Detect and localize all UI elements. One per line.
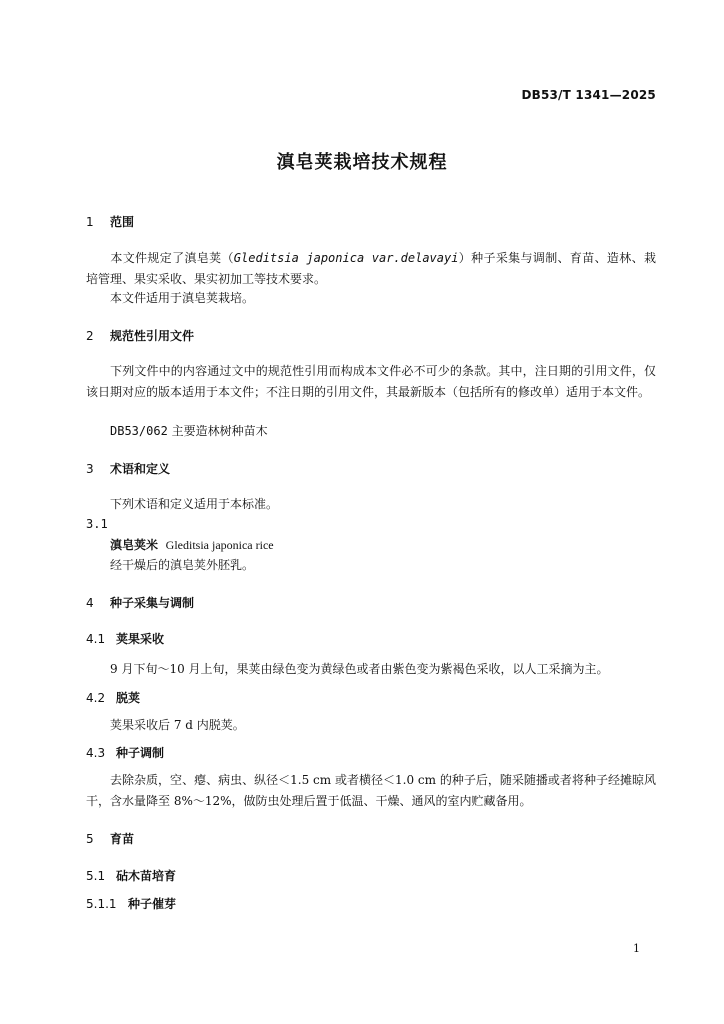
term-english: Gleditsia japonica rice (165, 538, 274, 552)
section-2-heading (86, 327, 194, 344)
section-5-1-heading (86, 867, 176, 884)
subsection-title: 种子催芽 (128, 897, 177, 911)
normative-text: 下列文件中的内容通过文中的规范性引用而构成本文件必不可少的条款。其中，注日期的引用文件，仅该日期对应的版本适用于本文件；不注日期的引用文件，其最新版本（包括所有的修改单）适用于本文件。 (86, 364, 656, 399)
subsection-title: 砧木苗培育 (116, 869, 177, 883)
reference-code: DB53/062 (110, 424, 168, 438)
subsection-title: 荚果采收 (116, 632, 165, 646)
subsection-number: 4.2 (86, 691, 106, 705)
subsection-title: 脱荚 (116, 691, 141, 705)
section-title: 种子采集与调制 (110, 596, 195, 610)
terms-intro: 下列术语和定义适用于本标准。 (110, 497, 279, 511)
scope-paragraph (86, 248, 656, 290)
section-number: 3 (86, 462, 94, 476)
term-chinese: 滇皂荚米 (110, 538, 159, 552)
scope-text-a: 本文件规定了滇皂荚（ (110, 251, 234, 265)
reference-name: 主要造林树种苗木 (171, 424, 268, 438)
section-4-heading (86, 594, 194, 611)
section-5-heading (86, 830, 134, 847)
scope-applicability (86, 288, 656, 309)
reference-item (110, 422, 268, 439)
section-4-1-heading (86, 630, 164, 647)
subsection-number: 4.3 (86, 746, 106, 760)
section-4-3-heading (86, 744, 164, 761)
section-number: 5 (86, 832, 94, 846)
term-definition: 经干燥后的滇皂荚外胚乳。 (110, 558, 255, 572)
latin-name: Gleditsia japonica var.delavayi (233, 251, 459, 265)
section-title: 育苗 (110, 832, 135, 846)
subsection-title: 种子调制 (116, 746, 165, 760)
section-number: 2 (86, 329, 94, 343)
section-number: 1 (86, 215, 94, 229)
term-entry (110, 536, 274, 553)
seed-processing-paragraph (86, 770, 656, 812)
subsection-number: 4.1 (86, 632, 106, 646)
subsection-number: 5.1 (86, 869, 106, 883)
seed-processing-text: 去除杂质，空、瘪、病虫、纵径＜1.5 cm 或者横径＜1.0 cm 的种子后，随采随播或者将种子经摊晾风干，含水量降至 8%～12%，做防虫处理后置于低温、干燥、通风的室内贮藏备用。 (86, 773, 656, 808)
scope-applicability-text: 本文件适用于滇皂荚栽培。 (110, 291, 255, 305)
section-title: 术语和定义 (110, 462, 171, 476)
normative-references-paragraph (86, 361, 656, 403)
section-1-heading (86, 213, 134, 230)
scope-text-b: ）种子采集与调制、育苗、造林、栽培管理、果实采收、果实初加工等技术要求。 (86, 251, 656, 286)
section-5-1-1-heading (86, 895, 176, 912)
section-3-heading (86, 460, 170, 477)
pod-harvest-text: 9 月下旬～10 月上旬，果荚由绿色变为黄绿色或者由紫色变为紫褐色采收，以人工采摘为主。 (110, 662, 609, 676)
page-number: 1 (633, 942, 640, 955)
section-title: 规范性引用文件 (110, 329, 195, 343)
term-number: 3.1 (86, 517, 108, 531)
section-4-2-heading (86, 689, 140, 706)
subsection-number: 5.1.1 (86, 897, 117, 911)
section-number: 4 (86, 596, 94, 610)
section-title: 范围 (110, 215, 135, 229)
pod-removal-text: 荚果采收后 7 d 内脱荚。 (110, 718, 245, 732)
document-title: 滇皂荚栽培技术规程 (276, 152, 448, 173)
standard-number: DB53/T 1341—2025 (521, 88, 656, 102)
